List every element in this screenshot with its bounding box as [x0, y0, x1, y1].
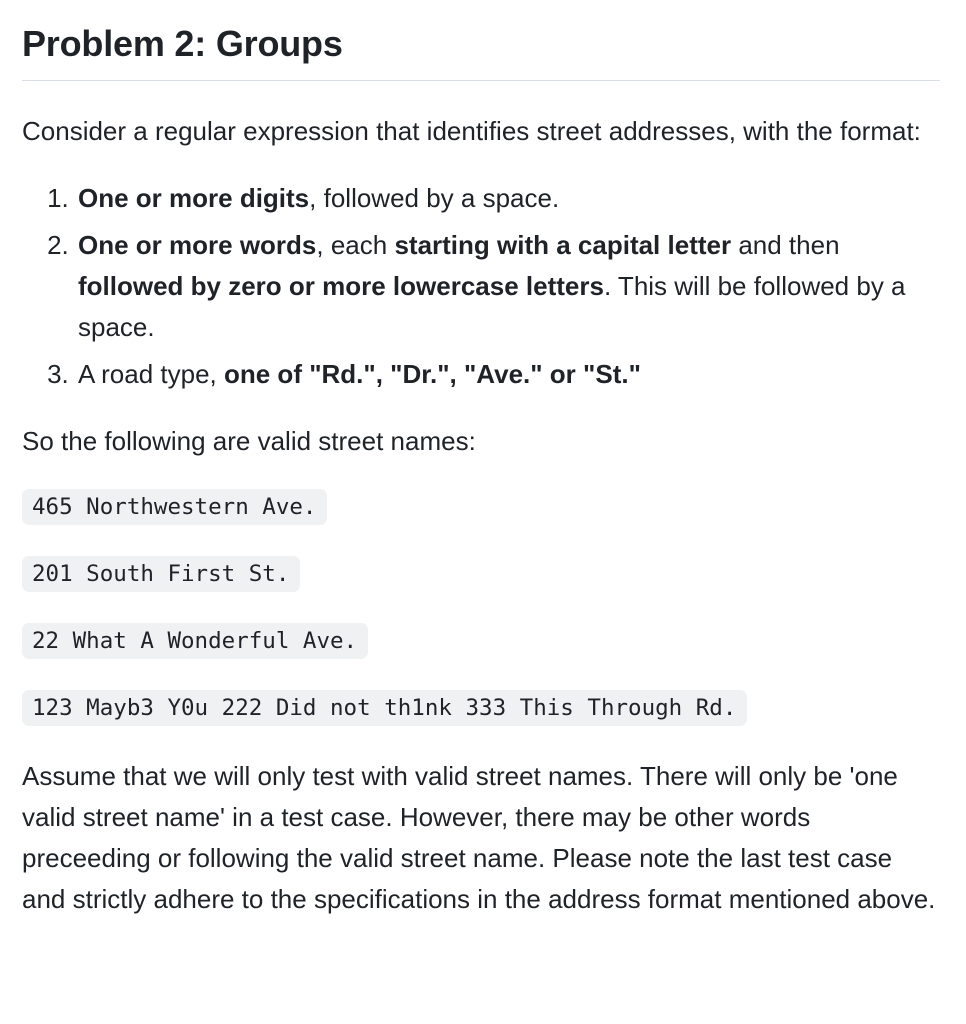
example-code: 465 Northwestern Ave. [22, 489, 327, 525]
example-block [22, 623, 940, 663]
rule-item [76, 354, 940, 395]
rule-text: , each [316, 230, 395, 260]
example-block [22, 556, 940, 596]
examples-lead-paragraph: So the following are valid street names: [22, 426, 476, 456]
rule-text: and then [731, 230, 840, 260]
example-block [22, 690, 940, 730]
rule-text: , followed by a space. [309, 183, 560, 213]
rule-text: A road type, [78, 359, 224, 389]
rule-text-bold: one of "Rd.", "Dr.", "Ave." or "St." [223, 359, 641, 389]
rule-item [76, 178, 940, 219]
rule-item [76, 225, 940, 348]
example-code: 123 Mayb3 Y0u 222 Did not th1nk 333 This Through Rd. [22, 690, 747, 726]
rule-text-bold: One or more words [78, 230, 317, 260]
rule-text-bold: One or more digits [78, 183, 310, 213]
intro-paragraph: Consider a regular expression that identifies street addresses, with the format: [22, 116, 921, 146]
format-rules-list [22, 178, 940, 395]
outro-paragraph: Assume that we will only test with valid street names. There will only be 'one valid street name' in a test case. However, there may be other words preceeding or following the valid street name. Please note the last test case and strictly adhere to the specifications in the address format mentioned above. [22, 761, 936, 914]
page-title: Problem 2: Groups [22, 0, 940, 81]
example-code: 22 What A Wonderful Ave. [22, 623, 368, 659]
rule-text: . This will be followed by a space. [78, 271, 906, 342]
example-code: 201 South First St. [22, 556, 300, 592]
rule-text-bold: starting with a capital letter [394, 230, 732, 260]
example-block [22, 489, 940, 529]
rule-text-bold: followed by zero or more lowercase letters [78, 271, 604, 301]
